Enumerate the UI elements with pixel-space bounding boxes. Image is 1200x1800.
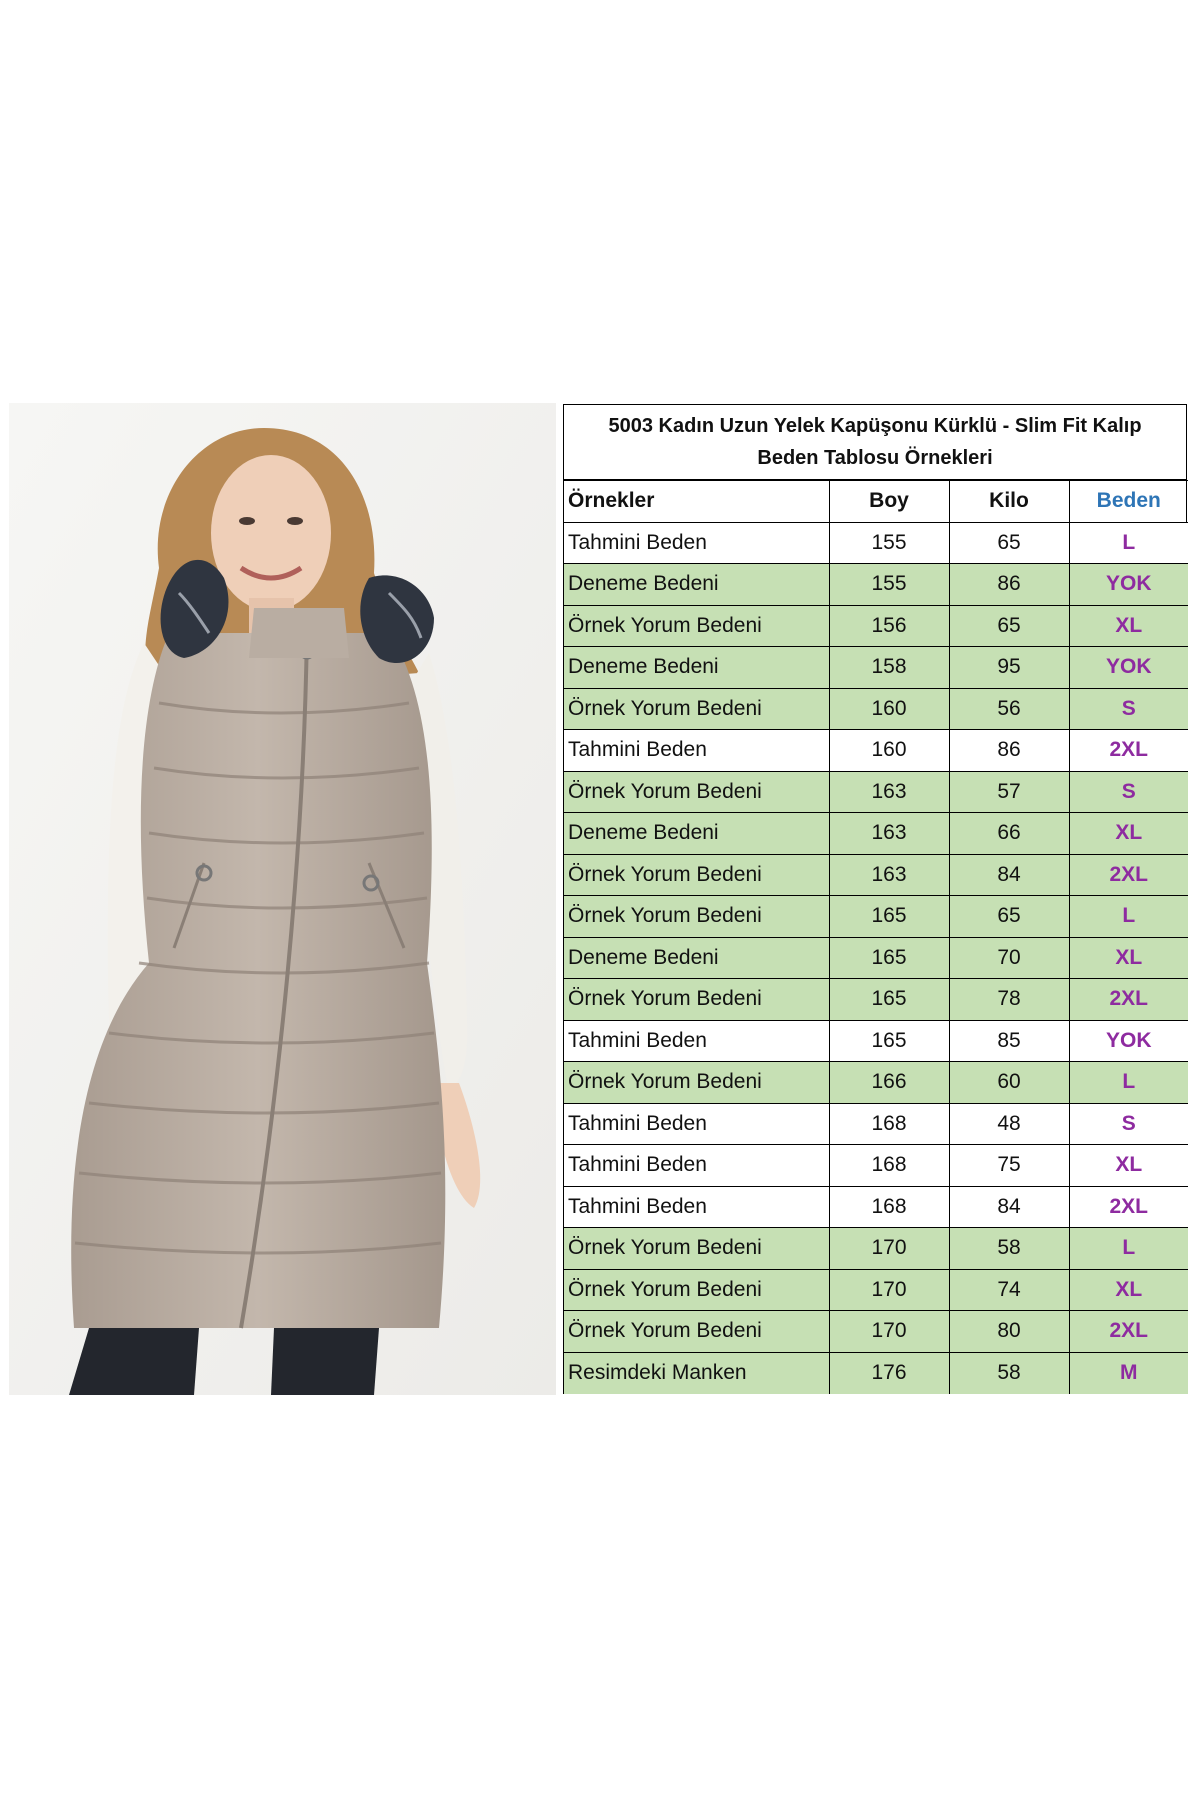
table-row: [564, 854, 1188, 896]
header-beden: Beden: [1069, 481, 1188, 523]
cell-beden: XL: [1069, 1145, 1188, 1187]
cell-name: Örnek Yorum Bedeni: [564, 1062, 829, 1104]
table-row: [564, 813, 1188, 855]
cell-name: Örnek Yorum Bedeni: [564, 1269, 829, 1311]
cell-beden: S: [1069, 688, 1188, 730]
cell-beden: L: [1069, 522, 1188, 564]
cell-kilo: 58: [949, 1228, 1069, 1270]
cell-boy: 176: [829, 1352, 949, 1394]
cell-kilo: 75: [949, 1145, 1069, 1187]
cell-kilo: 84: [949, 1186, 1069, 1228]
cell-beden: S: [1069, 1103, 1188, 1145]
cell-beden: XL: [1069, 813, 1188, 855]
cell-boy: 165: [829, 1020, 949, 1062]
cell-kilo: 95: [949, 647, 1069, 689]
cell-boy: 155: [829, 564, 949, 606]
table-row: [564, 564, 1188, 606]
product-photo: [9, 403, 556, 1395]
cell-beden: YOK: [1069, 647, 1188, 689]
cell-boy: 163: [829, 813, 949, 855]
cell-name: Tahmini Beden: [564, 1145, 829, 1187]
cell-name: Tahmini Beden: [564, 1103, 829, 1145]
cell-name: Örnek Yorum Bedeni: [564, 771, 829, 813]
cell-beden: L: [1069, 1062, 1188, 1104]
cell-name: Tahmini Beden: [564, 730, 829, 772]
cell-boy: 170: [829, 1269, 949, 1311]
cell-kilo: 74: [949, 1269, 1069, 1311]
cell-kilo: 58: [949, 1352, 1069, 1394]
cell-beden: S: [1069, 771, 1188, 813]
cell-beden: L: [1069, 1228, 1188, 1270]
cell-kilo: 86: [949, 564, 1069, 606]
cell-name: Örnek Yorum Bedeni: [564, 979, 829, 1021]
cell-beden: 2XL: [1069, 979, 1188, 1021]
cell-name: Örnek Yorum Bedeni: [564, 1228, 829, 1270]
size-chart: [563, 404, 1187, 1394]
cell-boy: 155: [829, 522, 949, 564]
cell-beden: M: [1069, 1352, 1188, 1394]
cell-kilo: 80: [949, 1311, 1069, 1353]
table-row: [564, 688, 1188, 730]
table-row: [564, 647, 1188, 689]
cell-name: Örnek Yorum Bedeni: [564, 1311, 829, 1353]
header-boy: Boy: [829, 481, 949, 523]
cell-beden: 2XL: [1069, 1186, 1188, 1228]
table-row: [564, 1228, 1188, 1270]
cell-name: Deneme Bedeni: [564, 564, 829, 606]
chart-title-line1: 5003 Kadın Uzun Yelek Kapüşonu Kürklü - Slim Fit Kalıp: [608, 415, 1142, 437]
cell-name: Deneme Bedeni: [564, 813, 829, 855]
cell-kilo: 57: [949, 771, 1069, 813]
chart-title-line2: Beden Tablosu Örnekleri: [757, 447, 993, 469]
cell-beden: L: [1069, 896, 1188, 938]
table-row: [564, 979, 1188, 1021]
cell-boy: 168: [829, 1186, 949, 1228]
table-row: [564, 1269, 1188, 1311]
cell-kilo: 84: [949, 854, 1069, 896]
cell-boy: 170: [829, 1228, 949, 1270]
cell-kilo: 65: [949, 522, 1069, 564]
cell-boy: 165: [829, 937, 949, 979]
header-ornekler: Örnekler: [564, 481, 829, 523]
cell-name: Örnek Yorum Bedeni: [564, 688, 829, 730]
cell-name: Tahmini Beden: [564, 522, 829, 564]
cell-kilo: 65: [949, 605, 1069, 647]
table-row: [564, 937, 1188, 979]
table-row: [564, 1311, 1188, 1353]
cell-name: Resimdeki Manken: [564, 1352, 829, 1394]
table-row: [564, 1020, 1188, 1062]
cell-kilo: 70: [949, 937, 1069, 979]
cell-kilo: 78: [949, 979, 1069, 1021]
cell-name: Örnek Yorum Bedeni: [564, 605, 829, 647]
cell-boy: 163: [829, 854, 949, 896]
cell-name: Deneme Bedeni: [564, 647, 829, 689]
cell-boy: 170: [829, 1311, 949, 1353]
cell-name: Deneme Bedeni: [564, 937, 829, 979]
cell-name: Tahmini Beden: [564, 1020, 829, 1062]
table-row: [564, 1145, 1188, 1187]
size-table: [564, 480, 1188, 1394]
cell-kilo: 60: [949, 1062, 1069, 1104]
cell-boy: 168: [829, 1145, 949, 1187]
table-row: [564, 896, 1188, 938]
cell-boy: 165: [829, 979, 949, 1021]
cell-boy: 158: [829, 647, 949, 689]
cell-kilo: 48: [949, 1103, 1069, 1145]
cell-boy: 163: [829, 771, 949, 813]
cell-beden: 2XL: [1069, 730, 1188, 772]
table-header-row: [564, 481, 1188, 523]
cell-boy: 156: [829, 605, 949, 647]
chart-title: [564, 405, 1186, 480]
header-kilo: Kilo: [949, 481, 1069, 523]
cell-boy: 165: [829, 896, 949, 938]
cell-kilo: 65: [949, 896, 1069, 938]
cell-boy: 168: [829, 1103, 949, 1145]
cell-boy: 166: [829, 1062, 949, 1104]
cell-kilo: 66: [949, 813, 1069, 855]
cell-beden: XL: [1069, 605, 1188, 647]
model-vest-illustration: [9, 403, 556, 1395]
cell-kilo: 56: [949, 688, 1069, 730]
table-row: [564, 1352, 1188, 1394]
cell-beden: 2XL: [1069, 854, 1188, 896]
cell-name: Örnek Yorum Bedeni: [564, 854, 829, 896]
table-row: [564, 1062, 1188, 1104]
cell-beden: 2XL: [1069, 1311, 1188, 1353]
cell-name: Örnek Yorum Bedeni: [564, 896, 829, 938]
cell-beden: YOK: [1069, 1020, 1188, 1062]
cell-beden: XL: [1069, 1269, 1188, 1311]
table-row: [564, 522, 1188, 564]
cell-kilo: 85: [949, 1020, 1069, 1062]
cell-kilo: 86: [949, 730, 1069, 772]
table-row: [564, 730, 1188, 772]
cell-name: Tahmini Beden: [564, 1186, 829, 1228]
table-row: [564, 1186, 1188, 1228]
cell-boy: 160: [829, 730, 949, 772]
table-row: [564, 771, 1188, 813]
cell-boy: 160: [829, 688, 949, 730]
cell-beden: XL: [1069, 937, 1188, 979]
cell-beden: YOK: [1069, 564, 1188, 606]
table-row: [564, 605, 1188, 647]
table-row: [564, 1103, 1188, 1145]
